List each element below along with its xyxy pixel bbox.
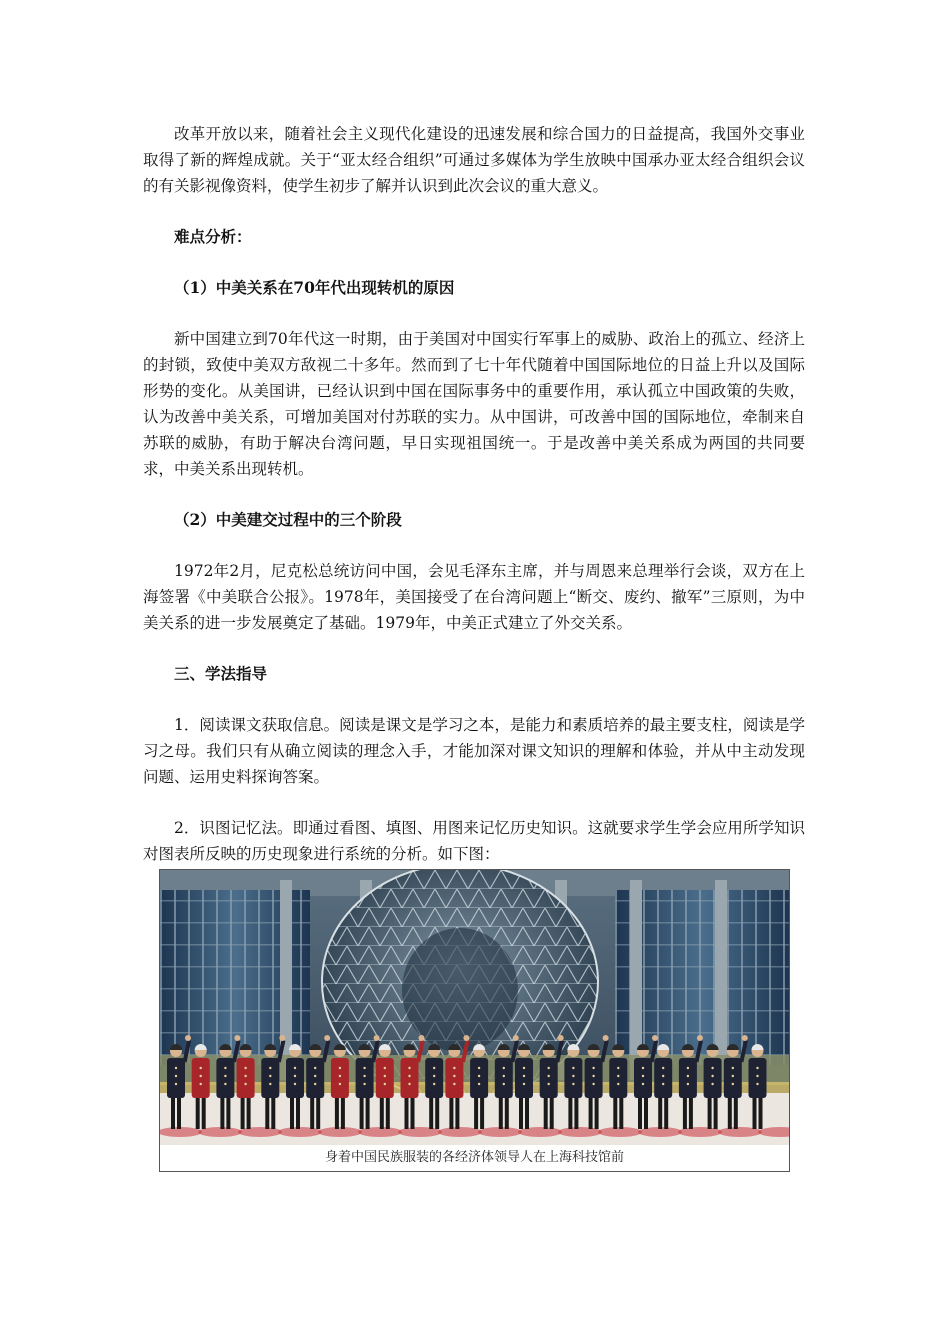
heading-sino-us-turning-point: （1）中美关系在70年代出现转机的原因 [174,278,455,297]
apec-leaders-photo [159,869,790,1172]
paragraph-turning-point-reasons: 新中国建立到70年代这一时期，由于美国对中国实行军事上的威胁、政治上的孤立、经济上的封锁，致使中美双方敌视二十多年。然而到了七十年代随着中国国际地位的日益上升以及国际形势的变化。从美国讲，已经认识到中国在国际事务中的重要作用，承认孤立中国政策的失败，认为改善中美关系，可增加美国对付苏联的实力。从中国讲，可改善中国的国际地位，牵制来自苏联的威胁，有助于解决台湾问题，早日实现祖国统一。于是改善中美关系成为两国的共同要求，中美关系出现转机。 [143,330,805,478]
photo-illustration [160,870,789,1145]
photo-caption: 身着中国民族服装的各经济体领导人在上海科技馆前 [324,1150,624,1165]
document-body [143,121,805,867]
paragraph-three-stages: 1972年2月，尼克松总统访问中国，会见毛泽东主席，并与周恩来总理举行会谈，双方在上海签署《中美联合公报》。1978年，美国接受了在台湾问题上“断交、废约、撤军”三原则，为中美关系的进一步发展奠定了基础。1979年，中美正式建立了外交关系。 [143,562,805,632]
paragraph-apec-intro: 改革开放以来，随着社会主义现代化建设的迅速发展和综合国力的日益提高，我国外交事业取得了新的辉煌成就。关于“亚太经合组织”可通过多媒体为学生放映中国承办亚太经合组织会议的有关影视像资料，使学生初步了解并认识到此次会议的重大意义。 [143,125,805,195]
paragraph-map-memory-method: 2．识图记忆法。即通过看图、填图、用图来记忆历史知识。这就要求学生学会应用所学知识对图表所反映的历史现象进行系统的分析。如下图： [143,819,805,863]
paragraph-reading-method: 1．阅读课文获取信息。阅读是课文是学习之本，是能力和素质培养的最主要支柱，阅读是学习之母。我们只有从确立阅读的理念入手，才能加深对课文知识的理解和体验，并从中主动发现问题、运用史料探询答案。 [143,716,805,786]
heading-three-stages: （2）中美建交过程中的三个阶段 [174,510,402,529]
heading-study-method: 三、学法指导 [174,664,268,683]
heading-difficulty-analysis: 难点分析： [174,227,252,246]
